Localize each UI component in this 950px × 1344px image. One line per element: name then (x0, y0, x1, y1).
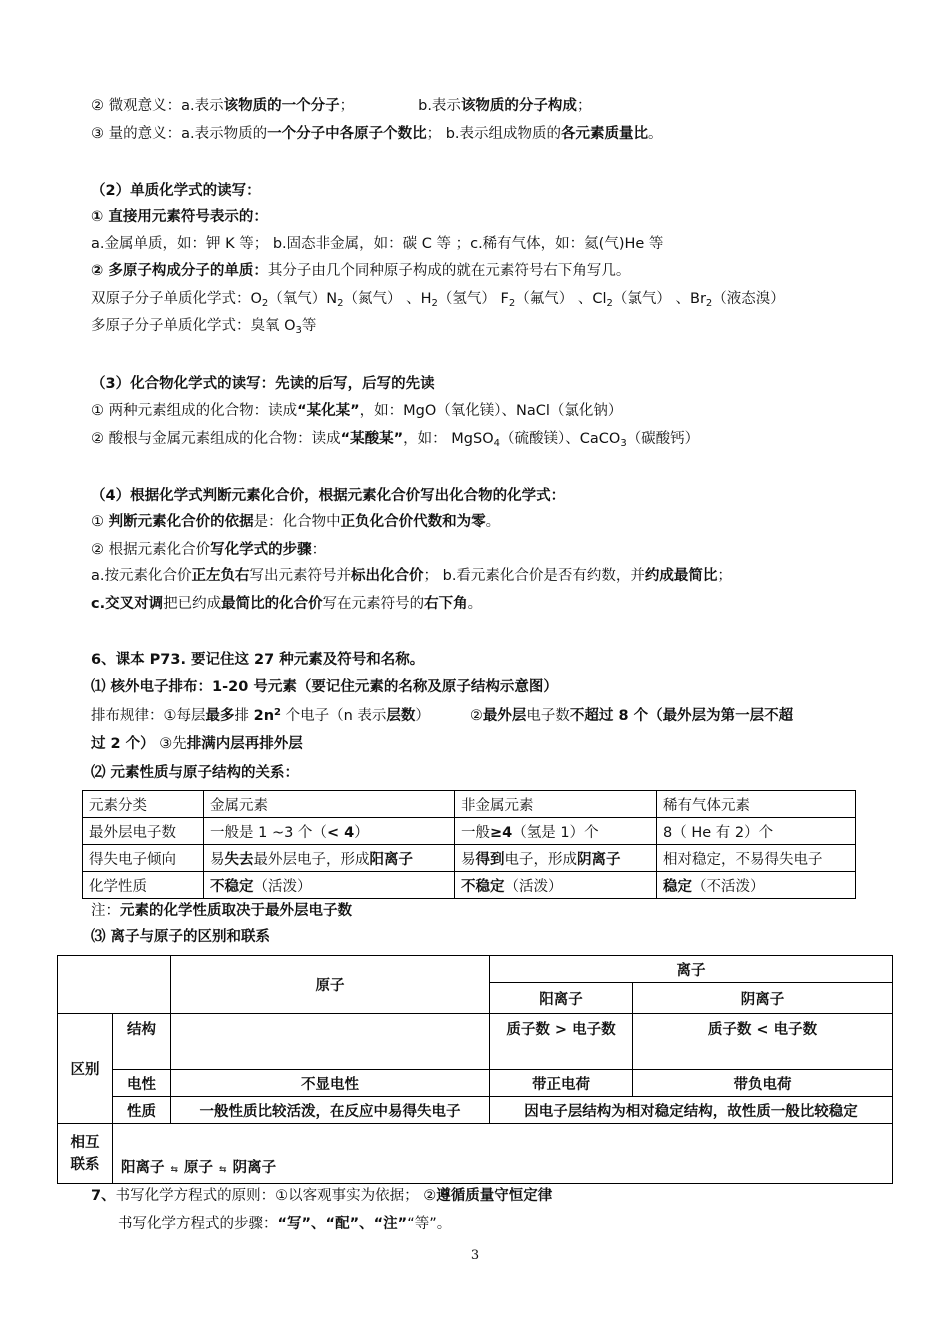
text: 判断元素化合价的依据 (108, 514, 254, 530)
section-4-item-1 (91, 512, 500, 532)
note-line (91, 901, 352, 921)
text: 7、 (91, 1188, 116, 1204)
text: 阴离子 (577, 851, 621, 868)
section-4-item-4 (91, 594, 482, 614)
text: ② 多原子构成分子的单质： (91, 263, 268, 279)
table-row (83, 818, 856, 845)
table-row (83, 791, 856, 818)
line-micro-meaning (91, 96, 591, 116)
table-cell: 电性 (113, 1070, 171, 1097)
section-2-polyatomic (91, 316, 316, 336)
text: 最外层 (482, 708, 527, 724)
text: （氢气） F (437, 291, 509, 307)
table-cell: 离子 (490, 956, 893, 983)
text: 其分子由几个同种原子构成的就在元素符号右下角写几。 (267, 263, 631, 279)
table-cell (657, 872, 856, 899)
section-3-item-2 (91, 429, 699, 449)
relation-atom: 原子 (184, 1160, 214, 1176)
text: ① (91, 514, 109, 530)
table-cell: 结构 (113, 1014, 171, 1070)
table-cell: 质子数 > 电子数 (490, 1014, 633, 1070)
section-2-item-1: ① 直接用元素符号表示的： (91, 209, 268, 225)
table-cell (58, 956, 171, 1014)
section-7-principle (91, 1186, 552, 1206)
section-2-item-2 (91, 261, 630, 281)
table-cell: 原子 (171, 956, 490, 1014)
text: 双原子分子单质化学式：O (91, 291, 262, 307)
text: （液态溴） (712, 291, 785, 307)
text: ② (469, 708, 483, 724)
section-6-rules-2 (91, 734, 303, 754)
text: （活泼） (504, 878, 563, 895)
text: 写出元素符号并 (249, 568, 351, 584)
subscript: 2 (508, 298, 516, 309)
text: （碳酸钙） (626, 431, 700, 447)
text: 一个分子中各原子个数比 (267, 126, 427, 142)
text: ② 酸根与金属元素组成的化合物：读成 (91, 431, 341, 447)
table-row (83, 872, 856, 899)
text: “写”、“配”、“注” (277, 1216, 408, 1232)
text: ； (576, 98, 592, 114)
text: ； b.看元素化合价是否有约数，并 (423, 568, 645, 584)
table-cell (204, 872, 455, 899)
table-cell: 区别 (58, 1014, 113, 1124)
section-3-title: （3）化合物化学式的读写：先读的后写，后写的先读 (91, 376, 435, 392)
text: 多原子分子单质化学式：臭氧 O (91, 318, 296, 334)
table-cell: 8（ He 有 2）个 (657, 818, 856, 845)
text: （硫酸镁）、CaCO (500, 431, 621, 447)
text: ； (339, 98, 355, 114)
ion-atom-table (57, 955, 893, 1184)
table-cell: 一般性质比较活泼，在反应中易得失电子 (171, 1097, 490, 1124)
text: 书写化学方程式的步骤： (118, 1216, 278, 1232)
table-cell (455, 818, 657, 845)
page-number: 3 (470, 1248, 480, 1263)
section-4-item-3 (91, 566, 732, 586)
text: 失去 (224, 851, 254, 868)
text: 该物质的分子构成 (460, 98, 577, 114)
text: ① 两种元素组成的化合物：读成 (91, 403, 298, 419)
subscript: 2 (261, 298, 269, 309)
text: （氧气）N (268, 291, 338, 307)
section-4-title: （4）根据化学式判断元素化合价，根据元素化合价写出化合物的化学式： (91, 488, 566, 504)
text: （不活泼） (692, 878, 765, 895)
text: （氟气） 、Cl (515, 291, 607, 307)
table-cell (204, 818, 455, 845)
text: 是：化合物中 (253, 514, 341, 530)
text: 写在元素符号的 (322, 596, 425, 612)
section-6-item-3: ⑶ 离子与原子的区别和联系 (91, 929, 271, 945)
table-cell: 元素分类 (83, 791, 204, 818)
section-6-title: 6、课本 P73. 要记住这 27 种元素及符号和名称。 (91, 652, 425, 668)
text: a.按元素化合价 (91, 568, 192, 584)
table-cell: 非金属元素 (455, 791, 657, 818)
section-3-item-1 (91, 401, 622, 421)
table-cell: 不显电性 (171, 1070, 490, 1097)
text: （氯气） 、Br (612, 291, 706, 307)
text: b.表示 (418, 98, 461, 114)
subscript: 4 (493, 438, 500, 449)
section-4-item-2 (91, 540, 326, 560)
table-row (83, 845, 856, 872)
table-cell: 最外层电子数 (83, 818, 204, 845)
table-cell: 带正电荷 (490, 1070, 633, 1097)
text: ，如：MgO（氧化镁）、NaCl（氯化钠） (359, 403, 623, 419)
text: < 4 (326, 824, 355, 841)
subscript: 3 (295, 325, 302, 336)
text: ） (415, 708, 430, 724)
text: 阳离子 (369, 851, 413, 868)
text: 个电子（n 表示 (281, 708, 387, 724)
text: 最多 (205, 708, 235, 724)
subscript: 2 (431, 298, 438, 309)
arrow-icon: ⇆ (219, 1165, 227, 1175)
text: 最外层电子，形成 (253, 851, 370, 868)
text: 最简比的化合价 (221, 596, 323, 612)
text: 不稳定 (210, 878, 254, 895)
text: 遵循质量守恒定律 (436, 1188, 553, 1204)
text: 。 (485, 514, 501, 530)
arrow-icon: ⇆ (170, 1165, 179, 1175)
text: 各元素质量比 (561, 126, 649, 142)
section-2-title: （2）单质化学式的读写： (91, 183, 261, 199)
subscript: 3 (620, 438, 627, 449)
text: 标出化合价 (351, 568, 424, 584)
text: （活泼） (253, 878, 312, 895)
table-cell: 质子数 < 电子数 (633, 1014, 893, 1070)
text: ； b.表示组成物质的 (426, 126, 562, 142)
relation-anion: 阴离子 (232, 1160, 277, 1176)
text: 层数 (386, 708, 416, 724)
text: 。 (648, 126, 663, 142)
text: 书写化学方程式的原则：①以客观事实为依据； ② (115, 1188, 437, 1204)
text: 该物质的一个分子 (223, 98, 340, 114)
section-6-item-2: ⑵ 元素性质与原子结构的关系： (91, 765, 300, 781)
text: （氮气） 、H (343, 291, 432, 307)
text: “某化某” (297, 403, 360, 419)
table-cell (204, 845, 455, 872)
text: 元素的化学性质取决于最外层电子数 (120, 903, 352, 919)
text: 排布规律：①每层 (91, 708, 206, 724)
table-cell (113, 1124, 893, 1184)
table-cell: 性质 (113, 1097, 171, 1124)
text: ③先 (154, 736, 187, 752)
table-cell (455, 845, 657, 872)
relation-cation: 阳离子 (121, 1160, 165, 1176)
text: 电子数 (526, 708, 570, 724)
text: 不稳定 (461, 878, 505, 895)
text: 。 (467, 596, 483, 612)
text: 写化学式的步骤 (210, 542, 312, 558)
subscript: 2 (337, 298, 344, 309)
text: 排 (234, 708, 254, 724)
table-cell: 稀有气体元素 (657, 791, 856, 818)
text: 过 2 个） (91, 736, 155, 752)
text: ，如： MgSO (403, 431, 494, 447)
text: 注： (91, 903, 120, 919)
table-cell: 相对稳定，不易得失电子 (657, 845, 856, 872)
superscript: 2 (274, 707, 281, 718)
table-cell: 阴离子 (633, 983, 893, 1014)
text: 稳定 (663, 878, 692, 895)
text: 电子，形成 (504, 851, 577, 868)
text: c.交叉对调 (91, 596, 164, 612)
text: 不超过 8 个（最外层为第一层不超 (569, 708, 794, 724)
text: ） (354, 824, 369, 841)
text: ② 根据元素化合价 (91, 542, 211, 558)
table-row (58, 1097, 893, 1124)
table-cell: 相互联系 (58, 1124, 113, 1184)
text: ② 微观意义：a.表示 (91, 98, 224, 114)
table-cell: 化学性质 (83, 872, 204, 899)
section-2-diatomic (91, 289, 785, 309)
text: ≥4 (490, 824, 513, 841)
line-quantity-meaning (91, 124, 663, 144)
text: 约成最简比 (644, 568, 718, 584)
table-row (58, 956, 893, 983)
table-cell: 阳离子 (490, 983, 633, 1014)
text: ： (311, 542, 327, 558)
section-6-item-1: ⑴ 核外电子排布：1-20 号元素（要记住元素的名称及原子结构示意图） (91, 679, 558, 695)
text: 右下角 (424, 596, 468, 612)
table-row (58, 1124, 893, 1184)
text: 正负化合价代数和为零 (340, 514, 486, 530)
text: 易 (461, 851, 476, 868)
subscript: 2 (705, 298, 713, 309)
text: 排满内层再排外层 (186, 736, 303, 752)
table-cell: 因电子层结构为相对稳定结构，故性质一般比较稳定 (490, 1097, 893, 1124)
table-row (58, 1070, 893, 1097)
text: 等 (301, 318, 317, 334)
text: 一般是 1 ~3 个（ (210, 824, 327, 841)
section-2-item-examples: a.金属单质，如：钾 K 等； b.固态非金属，如：碳 C 等 ；c.稀有气体，如：氦(气)He 等 (91, 236, 664, 252)
section-6-rules-1 (91, 706, 793, 726)
text: 把已约成 (163, 596, 222, 612)
text: （氢是 1）个 (512, 824, 599, 841)
table-cell: 金属元素 (204, 791, 455, 818)
text: 正左负右 (191, 568, 250, 584)
table-cell (455, 872, 657, 899)
text: 易 (210, 851, 225, 868)
text: “某酸某” (340, 431, 404, 447)
element-properties-table (82, 790, 856, 899)
text: ③ 量的意义：a.表示物质的 (91, 126, 268, 142)
table-cell (171, 1014, 490, 1070)
text: ； (717, 568, 732, 584)
text: 一般 (461, 824, 490, 841)
text: 2n (253, 708, 275, 724)
table-cell: 得失电子倾向 (83, 845, 204, 872)
text: 得到 (475, 851, 505, 868)
table-row (58, 1014, 893, 1070)
table-cell: 带负电荷 (633, 1070, 893, 1097)
subscript: 2 (606, 298, 613, 309)
section-7-steps (118, 1214, 451, 1234)
text: “等”。 (407, 1216, 452, 1232)
